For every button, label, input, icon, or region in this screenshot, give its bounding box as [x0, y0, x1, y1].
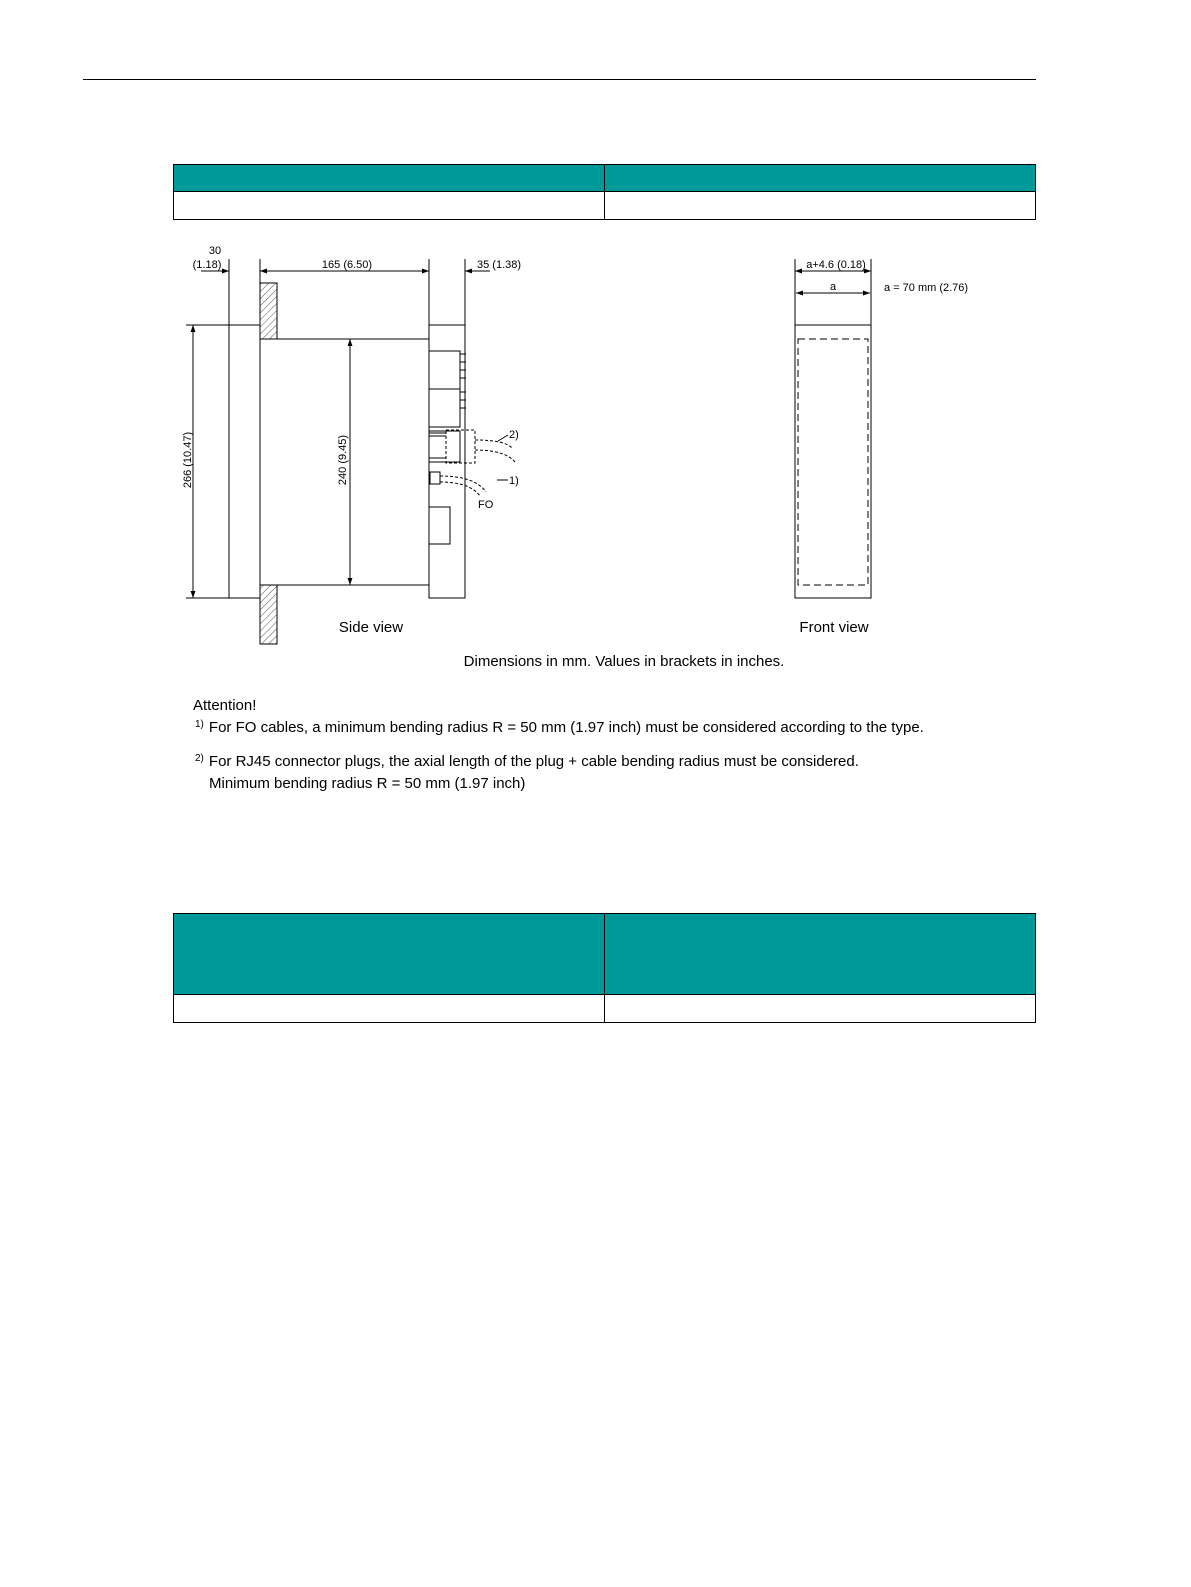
attention-heading: Attention!: [193, 697, 257, 714]
side-view-label: Side view: [338, 619, 404, 636]
callout-fo-label: FO: [478, 499, 494, 511]
table-row: [174, 995, 1036, 1023]
dim-front-width-total: a+4.6 (0.18): [806, 259, 866, 271]
note-1-text: For FO cables, a minimum bending radius R = 50 mm (1.97 inch) must be considered according to the type.: [208, 719, 924, 736]
note-2: [195, 753, 859, 771]
note-1: [195, 719, 924, 737]
callout-fo: 1): [509, 475, 519, 487]
note-1-mark: 1): [195, 719, 204, 730]
note-2-text: For RJ45 connector plugs, the axial length of the plug + cable bending radius must be considered.: [208, 753, 859, 770]
dim-body-height: 240 (9.45): [337, 434, 349, 486]
note-2-line-2: Minimum bending radius R = 50 mm (1.97 inch): [209, 775, 526, 792]
dim-a-value: a = 70 mm (2.76): [884, 282, 969, 294]
dim-front-width: a: [829, 281, 837, 293]
note-2-mark: 2): [195, 753, 204, 764]
table-cell: [605, 995, 1036, 1023]
front-view-label: Front view: [799, 619, 869, 636]
dim-total-height: 266 (10.47): [182, 431, 194, 489]
dim-left-offset-in: (1.18): [192, 259, 222, 271]
drawing-caption: Dimensions in mm. Values in brackets in inches.: [463, 653, 785, 670]
table-header-cell: [605, 914, 1036, 995]
table-bottom: [173, 913, 1036, 1023]
table-header-cell: [174, 914, 605, 995]
dim-left-offset-mm: 30: [208, 245, 222, 257]
table-cell: [174, 995, 605, 1023]
side-view: [186, 259, 515, 644]
table-header-row: [174, 914, 1036, 995]
front-view: [795, 259, 871, 598]
dim-connector-depth: 35 (1.38): [477, 259, 522, 271]
dim-depth: 165 (6.50): [321, 259, 373, 271]
callout-rj45: 2): [509, 429, 519, 441]
